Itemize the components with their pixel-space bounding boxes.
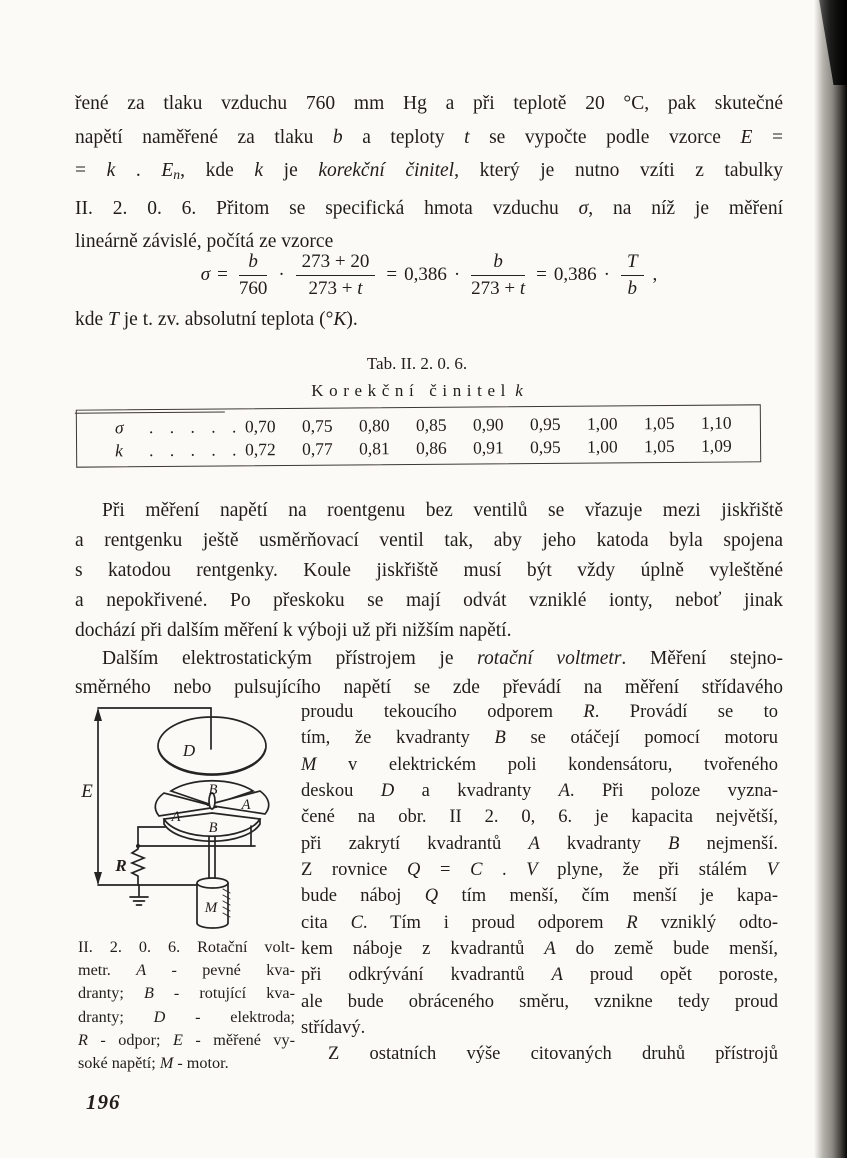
text-line: při odkrývání kvadrantů A proud opět poroste,	[301, 965, 778, 986]
text-line: R - odpor; E - měřené vy-	[78, 1030, 295, 1049]
paragraph-rotary-voltmeter-intro	[75, 645, 783, 702]
text-line: při zakrytí kvadrantů A kvadranty B nejmenší.	[301, 833, 779, 854]
dot-operator: ·	[453, 264, 461, 285]
label-b-top: B	[208, 782, 218, 798]
label-b-bottom: B	[208, 820, 218, 836]
text-line: a rentgenku ještě usměrňovací ventil tak, aby jeho katoda byla spojena	[75, 530, 783, 551]
text-line: dranty; D - elektroda;	[78, 1007, 296, 1026]
text-line: σ . . . . . 0,70 0,75 0,80 0,85 0,90 0,95 1,00 1,05 1,10	[114, 412, 732, 438]
text-line: II. 2. 0. 6. Rotační volt-	[78, 938, 295, 956]
label-a-right: A	[241, 797, 251, 813]
figure-caption	[78, 936, 295, 1075]
label-r: R	[115, 856, 127, 875]
shaft	[209, 837, 215, 883]
text-line: II. 2. 0. 6. Přitom se specifická hmota vzduchu σ, na níž je měření	[75, 197, 783, 219]
text-line: čené na obr. II 2. 0, 6. je kapacita největší,	[301, 807, 778, 828]
absolute-temperature-note: kde T je t. zv. absolutní teplota (°K).	[75, 309, 358, 330]
text-line: proudu tekoucího odporem R. Provádí se to	[301, 702, 778, 722]
text-line: střídavý.	[301, 1018, 366, 1039]
text-line: cita C. Tím i proud odporem R vzniklý odto-	[301, 912, 779, 933]
paragraph-rotary-voltmeter-body	[301, 699, 778, 1068]
coefficient: 0,386	[553, 264, 597, 285]
paragraph-corrected-voltage	[75, 87, 783, 259]
text-line: Dalším elektrostatickým přístrojem je rotační voltmetr. Měření stejno-	[102, 648, 784, 669]
table-title: Tab. II. 2. 0. 6.	[366, 354, 468, 373]
ground-icon	[130, 885, 148, 905]
table-subtitle: Korekční činitel k	[311, 381, 523, 400]
equals-sign: =	[386, 264, 398, 285]
text-line: tím, že kvadranty B se otáčejí pomocí motoru	[301, 728, 778, 749]
text-line: lineárně závislé, počítá ze vzorce	[75, 231, 334, 252]
fraction-273-20: $\frac{273 + 20}{273 + t}$	[296, 251, 376, 300]
rotary-voltmeter-figure	[75, 697, 295, 935]
text-line: s katodou rentgenky. Koule jiskřiště musí být vždy úplně vyleštěné	[75, 560, 783, 581]
comma: ,	[652, 264, 658, 285]
text-line: napětí naměřené za tlaku b a teploty t se vypočte podle vzorce E =	[75, 126, 783, 148]
fraction-b-760: $\frac{b}{760}$	[238, 250, 268, 299]
formula-sigma	[75, 244, 783, 306]
label-e: E	[81, 781, 93, 802]
text-line: kem náboje z kvadrantů A do země bude menší,	[301, 939, 778, 960]
fraction-b-273t: $\frac{b}{273 + t}$	[471, 250, 526, 299]
text-line: soké napětí; M - motor.	[78, 1054, 229, 1073]
motor-hatching	[223, 889, 230, 917]
text-line: bude náboj Q tím menší, čím menší je kapa-	[301, 886, 779, 907]
page-number: 196	[86, 1090, 121, 1114]
arrow-down-icon	[94, 872, 102, 885]
correction-factor-table	[76, 404, 761, 467]
text-line: řené za tlaku vzduchu 760 mm Hg a při teplotě 20 °C, pak skutečné	[75, 93, 783, 114]
paragraph-spark-gap	[75, 496, 783, 646]
text-line: dochází při dalším měření k výboji už při nižším napětí.	[75, 620, 512, 641]
equals-sign: =	[536, 264, 547, 285]
text-line: Z ostatních výše citovaných druhů přístrojů	[328, 1044, 778, 1065]
formula-sigma-symbol: σ	[200, 264, 211, 285]
motor-top	[197, 878, 228, 888]
table-rows	[77, 405, 760, 462]
text-line: Při měření napětí na roentgenu bez ventilů se vřazuje mezi jiskřiště	[102, 500, 783, 521]
label-a-left: A	[171, 809, 181, 825]
text-line: směrného nebo pulsujícího napětí se zde převádí na měření střídavého	[75, 676, 783, 698]
dot-operator: ·	[603, 264, 610, 285]
scanned-book-edge	[814, 0, 847, 1158]
brush-wire-left	[138, 827, 165, 846]
text-line: k . . . . . 0,72 0,77 0,81 0,86 0,91 0,95 1,00 1,05 1,09	[115, 435, 732, 461]
text-line: dranty; B - rotující kva-	[78, 984, 295, 1003]
motor-bottom	[197, 923, 228, 928]
dot-operator: ·	[278, 264, 285, 285]
resistor-zigzag	[132, 846, 144, 885]
text-line: metr. A - pevné kva-	[78, 961, 295, 980]
coefficient: 0,386	[404, 264, 447, 285]
text-line: ale bude obráceného směru, vznikne tedy proud	[301, 991, 778, 1012]
label-m: M	[204, 900, 218, 916]
text-line: Z rovnice Q = C . V plyne, že při stálém V	[301, 860, 779, 881]
text-line: deskou D a kvadranty A. Při poloze vyzna-	[301, 781, 778, 802]
label-d: D	[182, 741, 196, 760]
fraction-T-b: $\frac{T}{b}$	[621, 251, 644, 300]
text-line: = k . En, kde k je korekční činitel, který je nutno vzíti z tabulky	[75, 160, 783, 182]
arrow-up-icon	[94, 708, 102, 721]
equals-sign: =	[217, 264, 228, 285]
text-line: M v elektrickém poli kondensátoru, tvořeného	[301, 754, 778, 775]
text-line: a nepokřivené. Po přeskoku se mají odvát vzniklé ionty, neboť jinak	[75, 590, 783, 611]
